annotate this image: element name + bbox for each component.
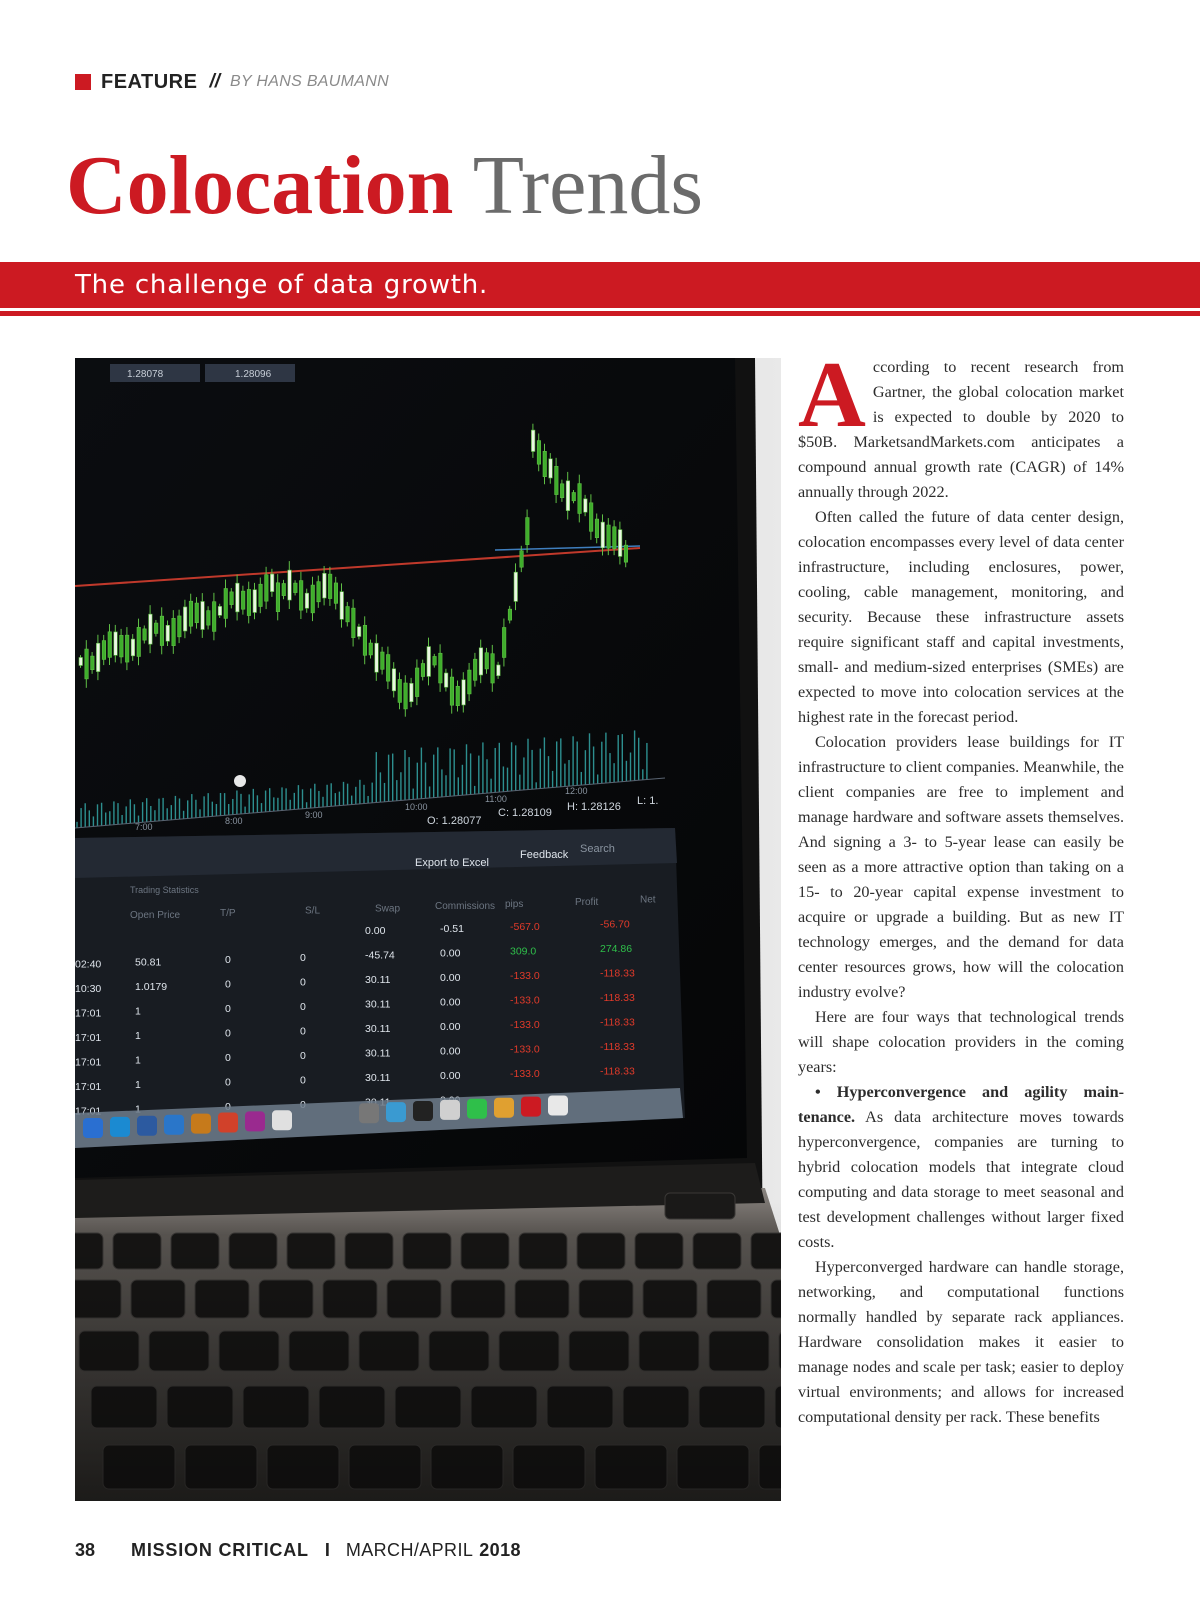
table-cell: -133.0 [510,994,540,1007]
candle-body [282,583,286,595]
candle-body [253,590,257,613]
table-cell: -118.33 [600,1065,635,1078]
candle-body [340,592,344,620]
candle-body [288,570,292,600]
title-part-1: Colocation [66,139,454,232]
table-cell: 0 [300,1049,306,1062]
candle-body [549,459,553,478]
candle-body [143,629,147,640]
table-cell: 1.0179 [135,980,168,993]
candle-body [114,632,118,655]
candle-body [352,608,356,638]
candle-body [473,659,477,680]
table-cell: 0.00 [440,1045,461,1058]
laptop-trading-chart-photo [75,358,781,1501]
table-cell: 10:30 [75,983,102,995]
table-cell: 30.11 [365,1047,391,1060]
candle-body [584,499,588,512]
table-cell: 1 [135,1005,141,1018]
table-cell: -567.0 [510,920,540,933]
table-cell: 17:01 [75,1105,102,1118]
candle-body [491,654,495,683]
table-cell: 0 [300,1074,306,1087]
table-cell: 0 [300,1025,306,1038]
paragraph-1-text: ccording to recent research from Gartner, the global colocation market is expected to double by 2020 to $50B. MarketsandMarkets.com anticipates a compound annual growth rate (CAGR) of 14% annually through 2022. [798,358,1124,501]
keyboard-shadow [75,1198,781,1501]
candle-body [462,680,466,705]
table-cell: 0 [225,978,231,991]
table-cell: 0.00 [440,1070,461,1082]
candle-body [439,653,443,683]
search-link: Search [580,843,615,855]
page-number: 38 [75,1540,96,1560]
paragraph-3: Colocation providers lease buildings for IT infrastructure to client companies. Meanwhile, the client companies are free to implement and manage hardware and software assets themselves. And signing a 3- to 5-year lease can easily be seen as a more attractive option than taking on a 15- to 20-year capital expense investment to acquire or upgrade a building. But as new IT technology emerges, and the demand for data center resources grows, how will the colocation industry evolve? [798,733,1124,1001]
title-part-2: Trends [472,139,704,232]
candle-body [531,430,535,451]
table-cell: -133.0 [510,969,540,982]
candle-body [468,670,472,694]
trading-statistics-tab: Trading Statistics [130,885,199,895]
page-footer [75,1540,521,1561]
ohlc-low: L: 1. [637,795,659,807]
toolbar-value-2: 1.28096 [235,369,272,380]
bullet-heading: • Hyperconvergence and agility maintenance. [798,1083,1124,1126]
candle-body [323,573,327,598]
section-marker-square [75,74,91,90]
candle-body [311,585,315,613]
article-kicker [75,70,389,94]
table-header: Swap [375,903,401,915]
table-cell: 0 [225,954,231,967]
dock-app-icon [467,1099,487,1119]
candle-body [404,683,408,709]
dock-app-icon [191,1114,211,1134]
table-cell: -118.33 [600,992,635,1005]
paragraph-2: Often called the future of data center design, colocation encompasses every level of data center infrastructure, including enclosures, power, cooling, cable management, monitoring, and security. Because these infrastructure assets require significant staff and capital investments, small- and medium-sized enterprises (SMEs) are expected to move into colocation services at the highest rate in the forecast period. [798,508,1124,726]
candle-body [317,582,321,602]
banner-rule [0,311,1200,316]
table-cell: 30.11 [365,1072,391,1085]
dock-app-icon [110,1117,130,1137]
paragraph-5 [798,1080,1124,1255]
table-cell: -118.33 [600,967,635,980]
candle-body [363,625,367,655]
candle-body [241,591,245,609]
candle-body [125,635,128,662]
candle-body [224,589,228,619]
dock-app-icon [359,1103,379,1123]
time-label: 11:00 [485,794,507,804]
table-cell: 309.0 [510,945,537,958]
cursor-dot [234,775,246,787]
table-cell: 1 [135,1029,141,1042]
table-cell: 0.00 [440,1021,461,1033]
time-label: 8:00 [225,816,243,826]
candle-body [456,686,460,705]
candle-body [410,683,414,701]
table-header: Commissions [435,901,496,913]
feedback-link: Feedback [520,849,569,861]
candle-body [276,583,280,612]
table-cell: 0 [225,1076,231,1089]
table-cell: -0.51 [440,923,464,935]
candle-body [415,668,419,697]
candle-body [537,441,541,465]
table-cell: 1 [135,1054,141,1067]
candle-body [189,601,193,626]
page-title [66,139,704,232]
table-cell: -118.33 [600,1041,635,1054]
candle-body [160,616,164,645]
paragraph-6: Hyperconverged hardware can handle storage, networking, and computational functions normally handled by separate rack appliances. Hardware consolidation makes it easier to manage nodes and scale per task; easier to deploy virtual environments; and allows for increased computational density per rack. These benefits [798,1258,1124,1426]
table-cell: 30.11 [365,998,391,1011]
candle-body [149,614,153,644]
candle-body [543,451,547,476]
table-cell: 0.00 [440,947,461,960]
candle-body [183,607,187,631]
table-header: T/P [220,907,236,919]
candle-body [334,583,338,603]
table-cell: 274.86 [600,943,633,956]
table-cell: -56.70 [600,918,630,931]
table-cell: -133.0 [510,1043,540,1056]
dock-app-icon [83,1118,103,1138]
table-cell: 17:01 [75,1056,102,1069]
byline: BY HANS BAUMANN [230,73,389,90]
table-cell: 0 [300,951,306,964]
table-cell: 1 [135,1078,141,1091]
candle-body [485,653,489,669]
time-label: 7:00 [135,822,153,832]
candle-body [212,602,216,632]
candle-body [555,466,559,494]
candle-body [520,551,524,567]
table-header: Open Price [130,910,181,921]
article-body [798,343,1124,1430]
candle-body [328,574,332,598]
candle-body [427,647,431,677]
dock-app-icon [548,1096,568,1116]
table-cell: -133.0 [510,1018,540,1031]
ohlc-high: H: 1.28126 [567,801,621,813]
candle-body [357,627,361,637]
candle-body [108,632,112,658]
kicker-separator: // [209,71,221,92]
candle-body [96,643,100,671]
candle-body [154,623,158,633]
candle-body [392,669,396,691]
candle-body [508,609,512,620]
candle-body [346,607,350,622]
table-cell: 50.81 [135,956,162,969]
dock-app-icon [272,1110,292,1130]
candle-body [102,641,106,660]
candle-body [375,643,379,672]
candle-body [497,665,501,676]
table-cell: 17:01 [75,1032,102,1044]
table-cell: 30.11 [365,1023,391,1036]
candle-body [624,545,628,562]
candle-body [178,616,182,637]
candle-body [270,574,274,592]
table-cell: 02:40 [75,958,102,971]
dock-app-icon [137,1116,157,1136]
footer-separator: I [324,1540,330,1560]
table-header: Profit [575,896,599,908]
candle-body [595,519,599,538]
candle-body [526,518,530,545]
candle-body [201,601,205,629]
candle-body [207,611,211,625]
candle-body [433,656,437,665]
paragraph-1 [798,343,1124,505]
table-cell: 0 [225,1052,231,1065]
candle-body [421,664,425,677]
candle-body [444,673,448,687]
candle-body [259,584,263,606]
dock-app-icon [218,1113,238,1133]
candle-body [613,527,617,549]
table-cell: 17:01 [75,1007,102,1020]
dock-app-icon [245,1111,265,1131]
candle-body [572,492,576,500]
candle-body [381,652,385,669]
candle-body [247,589,251,615]
candle-body [230,592,234,605]
candle-body [618,530,622,557]
candle-body [386,655,390,682]
candle-body [479,648,483,675]
candle-body [120,635,124,657]
dock-app-icon [440,1100,460,1120]
drop-cap: A [798,343,866,447]
export-to-excel-link: Export to Excel [415,857,489,869]
candle-body [91,656,95,670]
table-cell: -45.74 [365,949,395,962]
candle-body [166,625,170,641]
dock-app-icon [164,1115,184,1135]
table-cell: -133.0 [510,1067,540,1080]
time-label: 12:00 [565,786,588,796]
dock-app-icon [386,1102,406,1122]
candle-body [560,484,564,498]
candle-body [137,627,141,656]
candle-body [578,484,582,514]
table-cell: 0 [225,1003,231,1016]
candle-body [131,639,135,656]
candle-body [369,643,373,655]
dock-app-icon [413,1101,433,1121]
candle-body [589,503,593,531]
candle-body [566,481,570,511]
magazine-name: MISSION CRITICAL [131,1540,309,1560]
candle-body [218,606,222,615]
table-cell: 0.00 [365,925,386,938]
candle-body [398,679,402,702]
issue-months: MARCH/APRIL [345,1540,474,1560]
table-cell: 0.00 [440,996,461,1009]
time-label: 9:00 [305,810,323,820]
section-label: FEATURE [101,70,198,93]
table-cell: 1 [135,1103,141,1116]
table-cell: 0.00 [440,972,461,984]
candle-body [195,603,199,623]
paragraph-5-text: As data architecture moves towards hyperconvergence, companies are turning to hybrid colocation models that integrate cloud computing and data storage to meet seasonal and test development challenges without larger fixed costs. [798,1108,1124,1251]
candle-body [299,581,303,611]
candle-body [607,525,611,548]
table-header: S/L [305,905,321,917]
dock-app-icon [521,1097,541,1117]
table-cell: 0 [300,1000,306,1013]
candle-body [79,657,83,665]
ohlc-open: O: 1.28077 [427,815,482,827]
candle-body [514,572,518,601]
table-header: pips [505,899,524,910]
table-cell: 0 [225,1027,231,1040]
time-label: 10:00 [405,802,428,812]
candle-body [236,583,240,612]
ohlc-close: C: 1.28109 [498,807,552,819]
candle-body [450,677,454,705]
table-cell: -118.33 [600,1016,635,1029]
candle-body [601,522,605,548]
candle-body [294,583,298,592]
issue-year: 2018 [479,1540,521,1560]
dock-app-icon [494,1098,514,1118]
candle-body [265,575,269,601]
paragraph-4: Here are four ways that technological trends will shape colocation providers in the coming years: [798,1008,1124,1076]
table-cell: 0 [300,976,306,989]
candle-body [172,618,176,645]
candle-body [85,649,89,679]
candle-body [305,593,309,608]
table-cell: 30.11 [365,974,391,987]
toolbar-value-1: 1.28078 [127,369,164,380]
table-cell: 17:01 [75,1081,102,1093]
candle-body [502,627,506,657]
photo-illustration [75,358,781,1501]
subtitle: The challenge of data growth. [75,270,489,300]
table-header: Net [640,894,656,906]
